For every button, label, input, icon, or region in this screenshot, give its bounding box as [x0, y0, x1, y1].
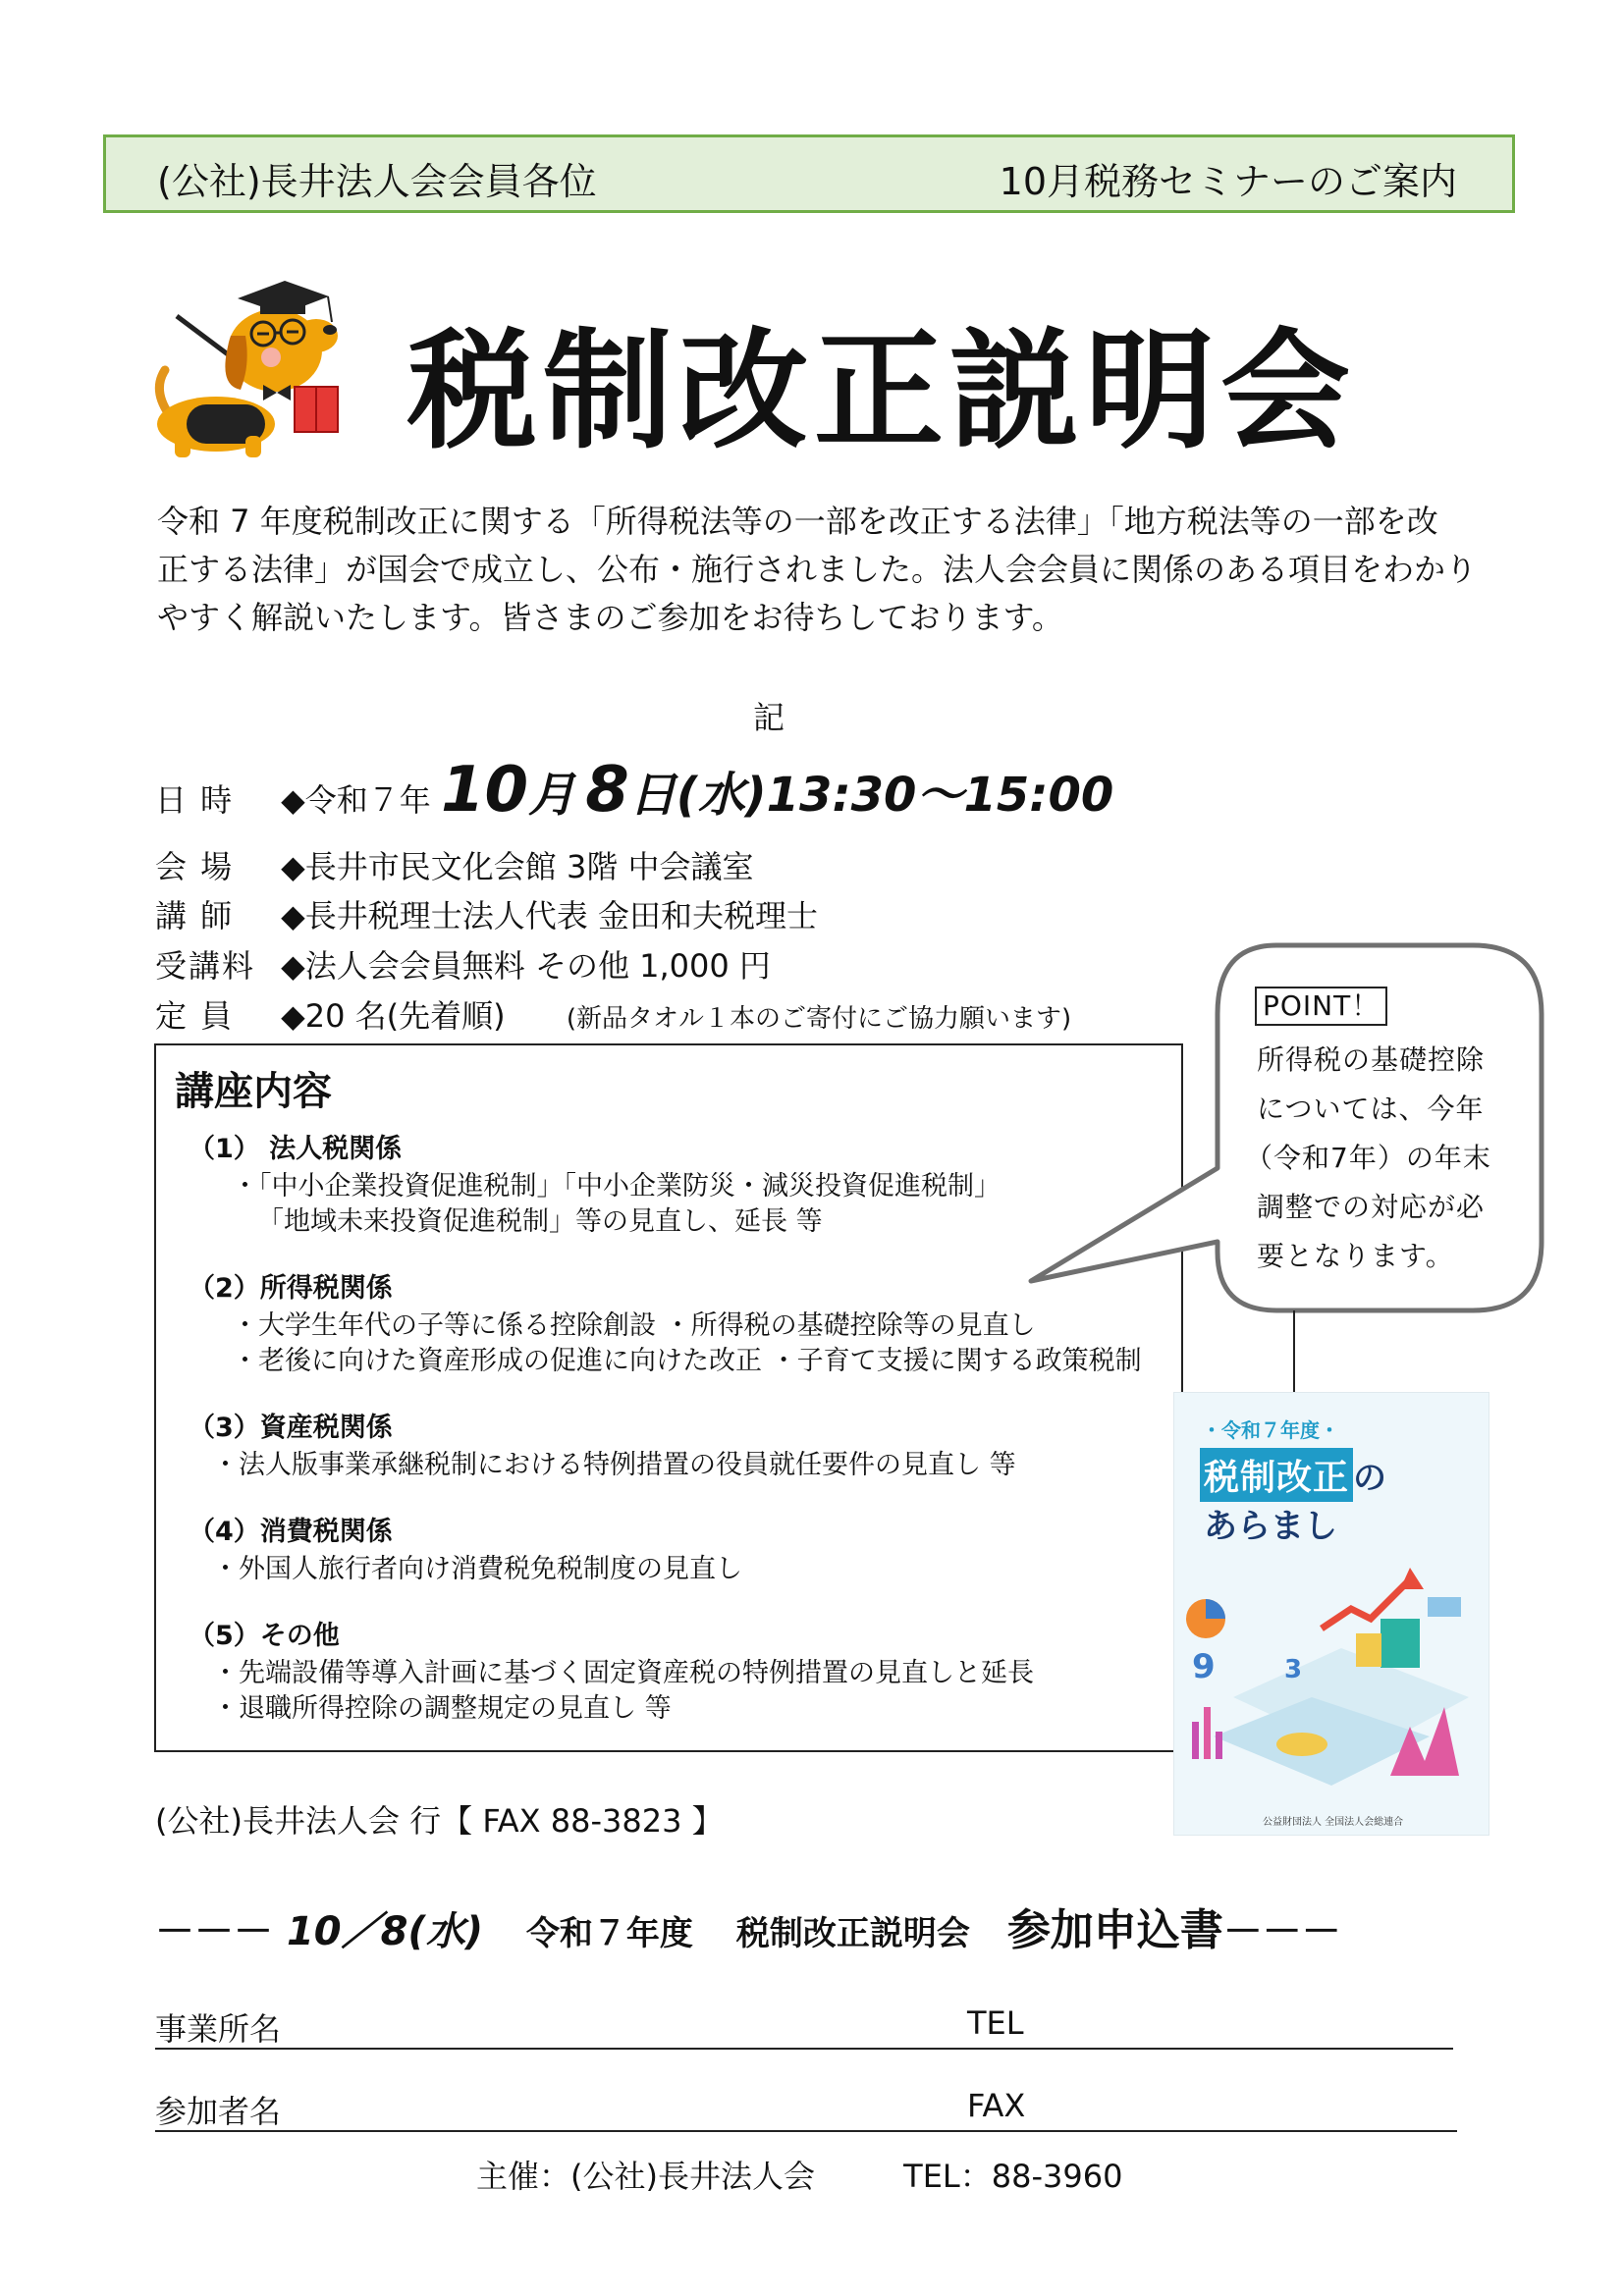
date-prefix: ◆令和７年 — [281, 781, 431, 819]
section-5-item-1: ・先端設備等導入計画に基づく固定資産税の特例措置の見直しと延長 — [212, 1658, 1034, 1688]
lecturer-label: 講 師 — [155, 897, 235, 934]
application-left-dash: －－－ — [155, 1909, 273, 1954]
header-banner — [103, 134, 1515, 213]
date-label: 日 時 — [155, 781, 235, 819]
date-month-unit: 月 — [528, 768, 576, 823]
fee-value: ◆法人会会員無料 その他 1,000 円 — [281, 947, 771, 985]
fee-label: 受講料 — [155, 947, 256, 985]
book-title-rest: の — [1353, 1459, 1387, 1498]
lecturer-row — [155, 891, 818, 936]
fax-line: (公社)長井法人会 行【 FAX 88-3823 】 — [155, 1802, 724, 1840]
section-1-item-1: ・「中小企業投資促進税制」「中小企業防災・減災投資促進税制」 — [232, 1171, 1001, 1201]
book-illustration-icon — [1174, 1550, 1489, 1795]
section-2-item-2: ・老後に向けた資産形成の促進に向けた改正 ・子育て支援に関する政策税制 — [232, 1346, 1142, 1376]
footer — [476, 2152, 1122, 2197]
banner-recipient: (公社)長井法人会会員各位 — [157, 160, 597, 203]
capacity-row — [155, 991, 1071, 1037]
date-day-num: 8 — [585, 754, 629, 827]
dog-professor-mascot-icon — [147, 267, 353, 463]
course-heading: 講座内容 — [175, 1069, 332, 1114]
tel-label: TEL — [967, 2004, 1024, 2042]
venue-row — [155, 842, 754, 887]
banner-subject: 10月税務セミナーのご案内 — [999, 160, 1457, 203]
participant-fax-field-line[interactable] — [155, 2130, 1457, 2132]
capacity-label: 定 員 — [155, 997, 235, 1035]
venue-label: 会 場 — [155, 848, 235, 885]
book-title-line-2: あらまし — [1204, 1507, 1337, 1546]
date-day-unit: 日 — [628, 768, 677, 823]
lecturer-value: ◆長井税理士法人代表 金田和夫税理士 — [281, 897, 818, 934]
capacity-value: ◆20 名(先着順) — [281, 997, 506, 1035]
section-4-title: （4）消費税関係 — [189, 1517, 393, 1547]
section-3-title: （3）資産税関係 — [189, 1413, 393, 1443]
ki-mark: 記 — [753, 699, 785, 736]
point-label: POINT！ — [1255, 987, 1387, 1026]
section-3-item-1: ・法人版事業承継税制における特例措置の役員就任要件の見直し 等 — [212, 1450, 1016, 1480]
svg-text:9: 9 — [1192, 1647, 1216, 1686]
venue-value: ◆長井市民文化会館 3階 中会議室 — [281, 848, 754, 885]
intro-line-3: やすく解説いたします。皆さまのご参加をお待ちしております。 — [157, 599, 1063, 636]
section-1-item-2: 「地域未来投資促進税制」等の見直し、延長 等 — [257, 1206, 823, 1237]
footer-tel: TEL：88-3960 — [903, 2158, 1123, 2195]
section-1-title: （1） 法人税関係 — [189, 1134, 403, 1164]
book-title-boxed: 税制改正 — [1200, 1448, 1353, 1502]
date-month-num: 10 — [440, 754, 529, 827]
date-time: 13:30～15:00 — [766, 768, 1114, 823]
page-title: 税制改正説明会 — [407, 316, 1356, 467]
book-year: ・令和７年度・ — [1202, 1418, 1339, 1442]
footer-organizer: 主催：(公社)長井法人会 — [476, 2158, 815, 2195]
intro-line-2: 正する法律」が国会で成立し、公布・施行されました。法人会会員に関係のある項目をわかり — [157, 551, 1478, 588]
section-5-title: （5）その他 — [189, 1621, 340, 1651]
section-4-item-1: ・外国人旅行者向け消費税免税制度の見直し — [212, 1554, 742, 1584]
fee-row — [155, 941, 771, 987]
section-2-item-1: ・大学生年代の子等に係る控除創設 ・所得税の基礎控除等の見直し — [232, 1310, 1036, 1341]
date-row — [155, 754, 1113, 827]
point-line-5: 要となります。 — [1257, 1240, 1454, 1272]
fax-label: FAX — [967, 2087, 1026, 2124]
office-tel-field-line[interactable] — [155, 2048, 1453, 2050]
capacity-note: (新品タオル１本のご寄付にご協力願います) — [566, 1004, 1072, 1034]
section-2-title: （2）所得税関係 — [189, 1273, 393, 1304]
office-name-label: 事業所名 — [155, 2010, 282, 2048]
point-line-2: については、今年 — [1257, 1093, 1485, 1125]
participant-name-label: 参加者名 — [155, 2093, 282, 2130]
date-weekday: (水) — [676, 768, 767, 823]
book-cover — [1173, 1392, 1489, 1836]
point-line-1: 所得税の基礎控除 — [1257, 1043, 1486, 1076]
point-line-3: （令和7年）の年末 — [1245, 1142, 1491, 1174]
application-year: 令和７年度 — [525, 1914, 693, 1953]
point-line-4: 調整での対応が必 — [1257, 1191, 1486, 1223]
application-heading — [155, 1895, 1341, 1957]
book-publisher: 公益財団法人 全国法人会総連合 — [1263, 1817, 1404, 1828]
section-5-item-2: ・退職所得控除の調整規定の見直し 等 — [212, 1693, 672, 1724]
application-event: 税制改正説明会 — [735, 1914, 970, 1953]
book-title-line-1 — [1200, 1448, 1386, 1502]
application-right-dash: －－－ — [1222, 1909, 1341, 1954]
intro-line-1: 令和 7 年度税制改正に関する「所得税法等の一部を改正する法律」「地方税法等の一部を改 — [157, 503, 1438, 540]
svg-text:3: 3 — [1284, 1655, 1303, 1684]
application-date: 10／8(水) — [286, 1909, 483, 1954]
application-form: 参加申込書 — [1006, 1905, 1223, 1955]
